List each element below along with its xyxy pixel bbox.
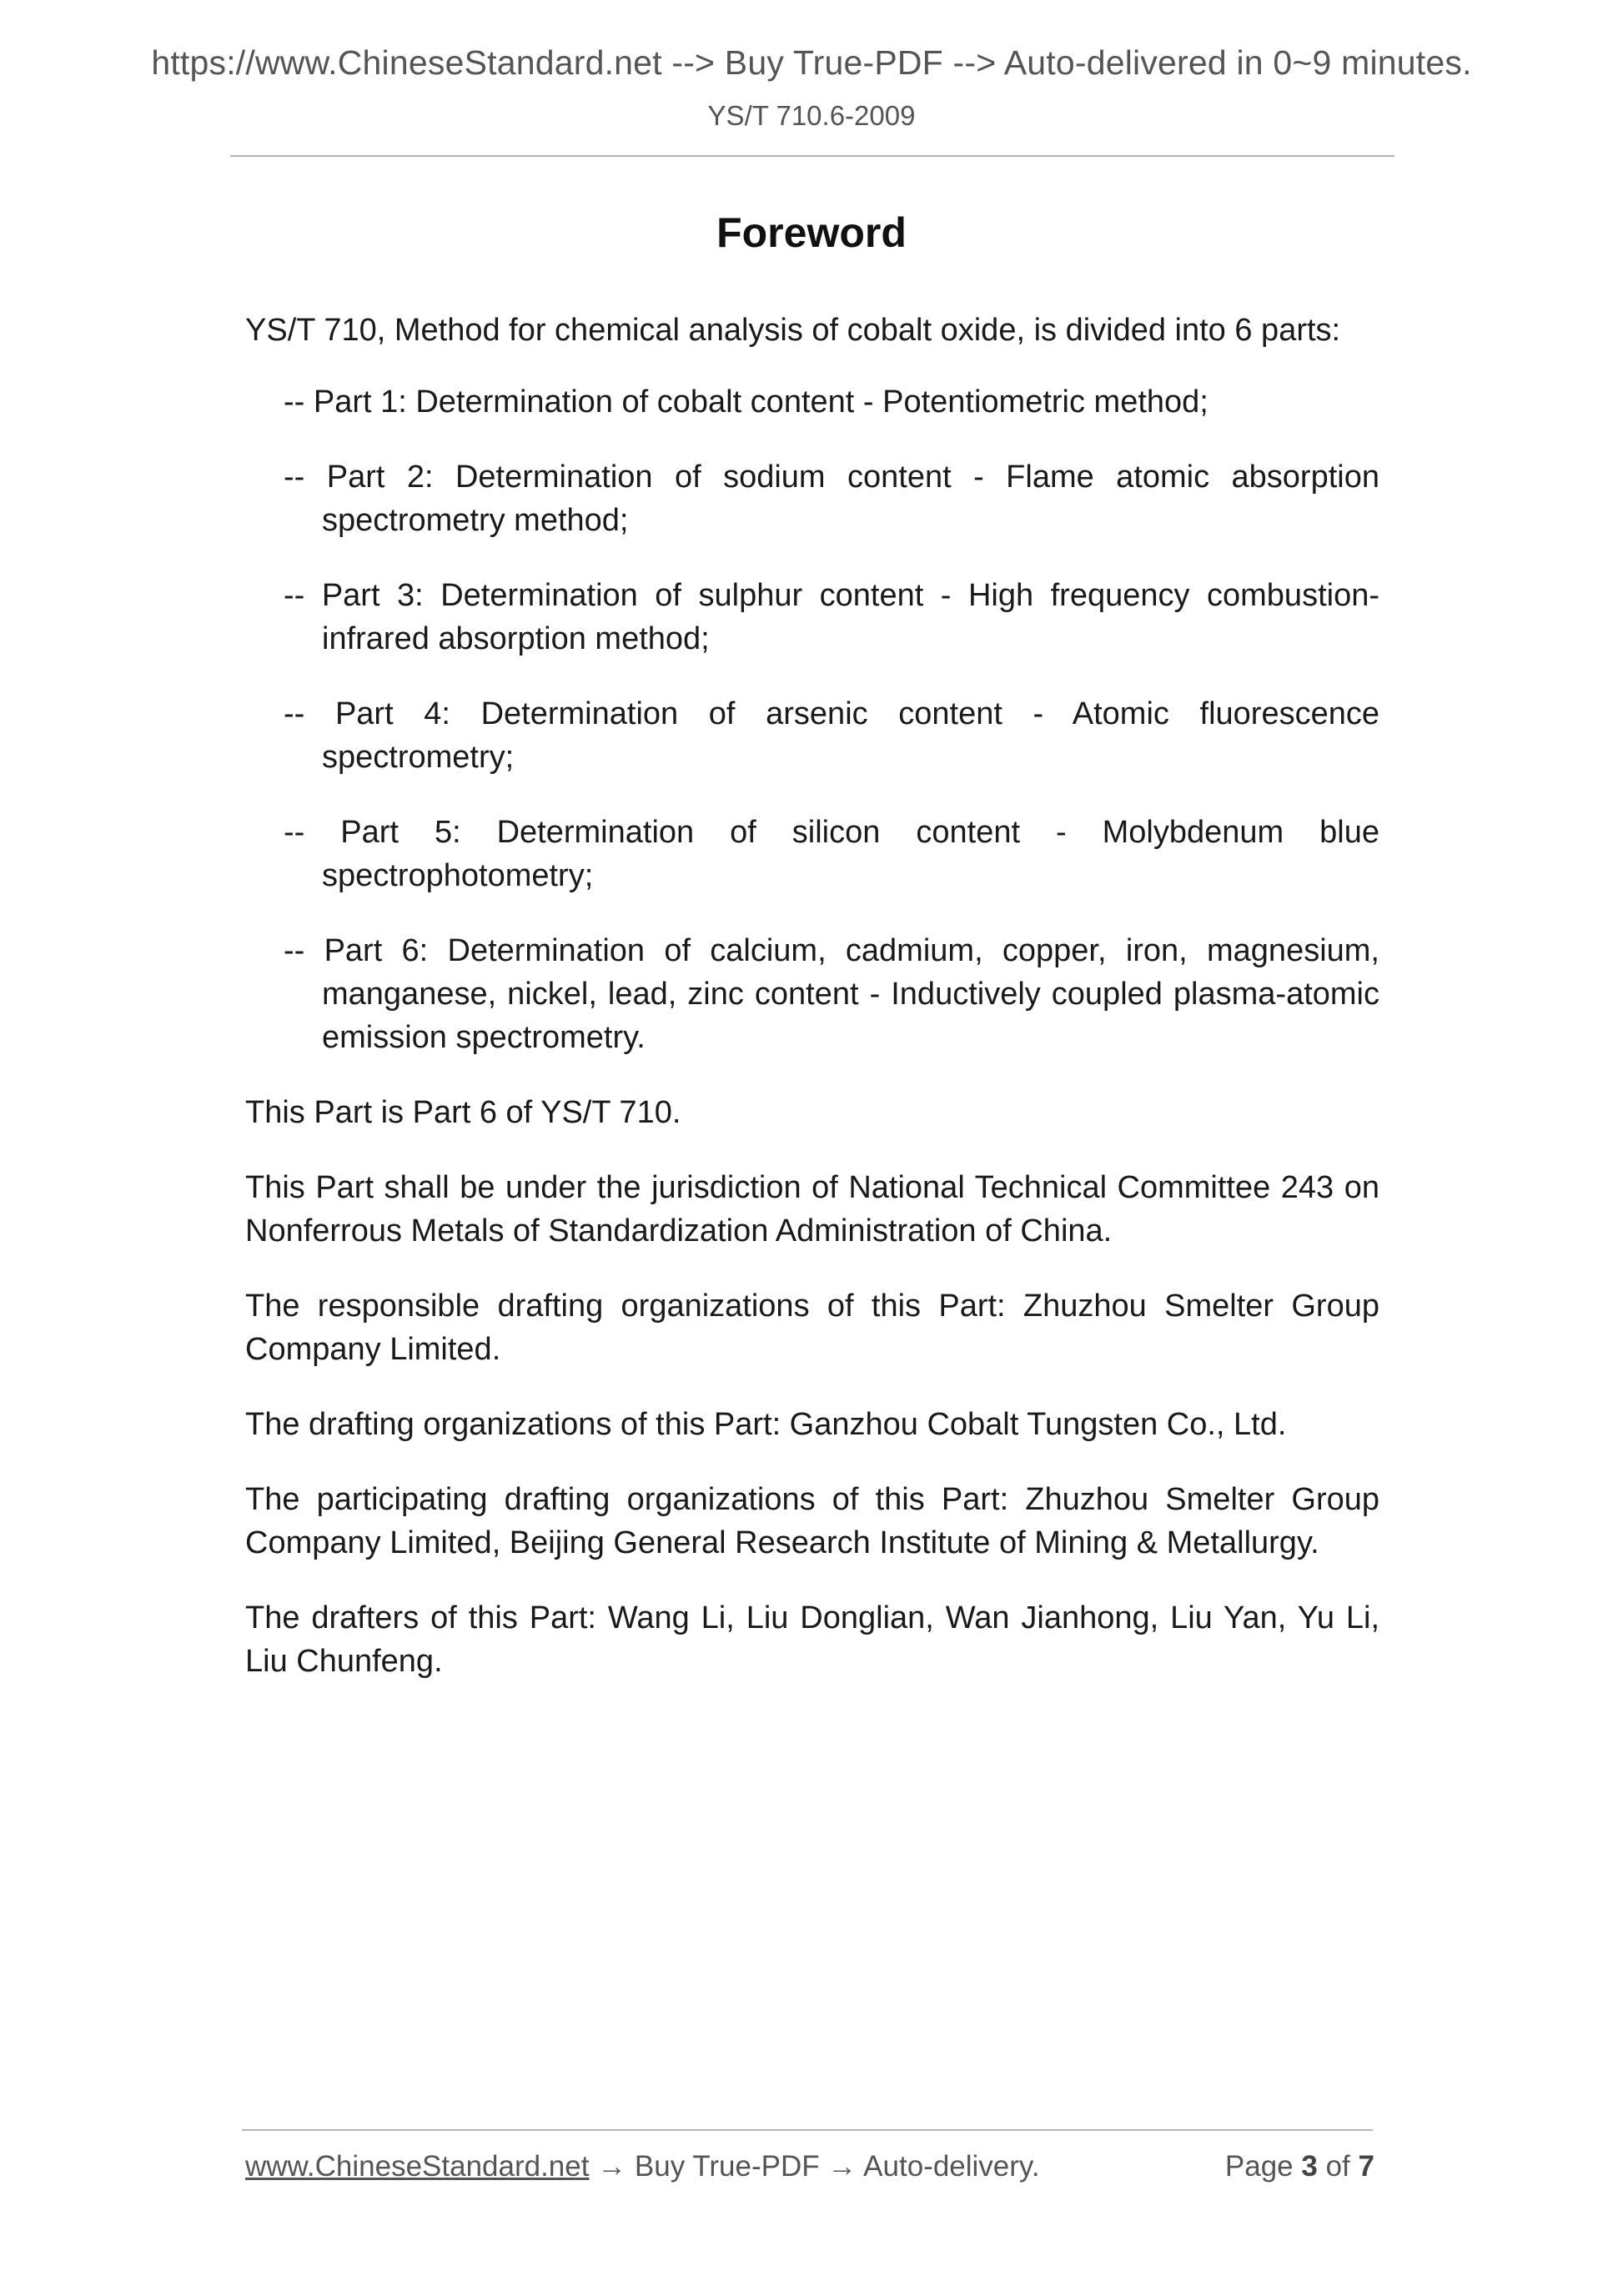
- footer-delivery: [245, 2150, 1040, 2183]
- paragraph-drafting-org: The drafting organizations of this Part: Ganzhou Cobalt Tungsten Co., Ltd.: [245, 1407, 1287, 1442]
- paragraph-part-statement: This Part is Part 6 of YS/T 710.: [245, 1095, 681, 1130]
- paragraph-drafters: The drafters of this Part: Wang Li, Liu Donglian, Wan Jianhong, Liu Yan, Yu Li, Liu Chunfeng.: [245, 1600, 1379, 1679]
- page-indicator: [1225, 2150, 1374, 2183]
- list-item: -- Part 4: Determination of arsenic content - Atomic fluorescence spectrometry;: [284, 696, 1379, 775]
- paragraph-jurisdiction: This Part shall be under the jurisdiction of National Technical Committee 243 on Nonferrous Metals of Standardization Administration of China.: [245, 1170, 1379, 1248]
- footer-link[interactable]: www.ChineseStandard.net: [245, 2150, 590, 2183]
- page-label: Page: [1224, 2150, 1294, 2183]
- page-of-label: of: [1325, 2150, 1350, 2183]
- page-title: Foreword: [716, 209, 907, 256]
- footer-delivery-text: → Buy True-PDF → Auto-delivery.: [589, 2150, 1040, 2183]
- list-item: -- Part 3: Determination of sulphur content - High frequency combustion-infrared absorption method;: [284, 578, 1379, 656]
- standard-code: YS/T 710.6-2009: [707, 100, 916, 131]
- page-current: 3: [1301, 2150, 1318, 2183]
- list-item: -- Part 2: Determination of sodium content - Flame atomic absorption spectrometry method;: [284, 460, 1379, 538]
- paragraph-participating-org: The participating drafting organizations of this Part: Zhuzhou Smelter Group Company Limited, Beijing General Research Institute of Mining & Metallurgy.: [245, 1482, 1379, 1560]
- footer-divider: [242, 2129, 1373, 2131]
- document-body: [245, 309, 1379, 1715]
- page-total: 7: [1358, 2150, 1374, 2183]
- header-divider: [230, 155, 1394, 157]
- list-item: -- Part 6: Determination of calcium, cadmium, copper, iron, magnesium, manganese, nickel, lead, zinc content - Inductively coupled plasma-atomic emission spectrometry.: [284, 933, 1379, 1055]
- paragraph-responsible-org: The responsible drafting organizations of this Part: Zhuzhou Smelter Group Company Limited.: [245, 1289, 1379, 1367]
- intro-paragraph: YS/T 710, Method for chemical analysis of cobalt oxide, is divided into 6 parts:: [245, 313, 1341, 348]
- top-banner: https://www.ChineseStandard.net --> Buy True-PDF --> Auto-delivered in 0~9 minutes.: [151, 43, 1472, 82]
- parts-list: [245, 380, 1379, 1059]
- list-item: -- Part 1: Determination of cobalt content - Potentiometric method;: [284, 384, 1208, 420]
- list-item: -- Part 5: Determination of silicon content - Molybdenum blue spectrophotometry;: [284, 815, 1379, 893]
